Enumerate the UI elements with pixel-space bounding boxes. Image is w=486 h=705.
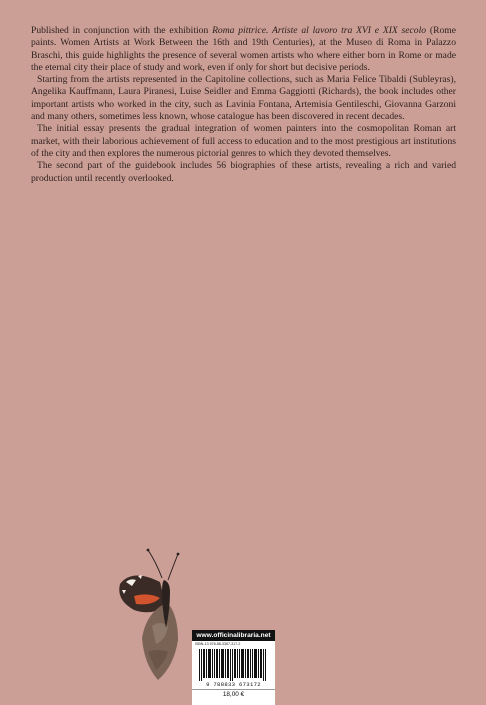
- barcode-number: 9 788833 673172: [206, 681, 261, 688]
- paragraph-1-intro: Published in conjunction with the exhibition: [31, 25, 213, 36]
- paragraph-1: [31, 25, 456, 74]
- paragraph-1-body: (Rome paints. Women Artists at Work Between the 16th and 19th Centuries), at the Museo di Roma in Palazzo Braschi, this guide highlights the presence of several women artists who where either born in Rome or made the eternal city their place of study and work, even if only for short but decisive periods.: [31, 25, 456, 73]
- paragraph-2: Starting from the artists represented in the Capitoline collections, such as Maria Felice Tibaldi (Subleyras), Angelika Kauffmann, Laura Piranesi, Luise Seidler and Emma Gaggiotti (Richards), the book includes other important artists who worked in the city, such as Lavinia Fontana, Artemisia Gentileschi, Giovanna Garzoni and many others, sometimes less known, whose catalogue has been discovered in recent decades.: [31, 74, 456, 123]
- barcode-label: [192, 630, 275, 705]
- isbn-text: ISBN-13 978-88-3367-317-2: [195, 642, 241, 646]
- exhibition-title: Roma pittrice. Artiste al lavoro tra XVI e XIX secolo: [212, 25, 427, 36]
- paragraph-4: The second part of the guidebook includes 56 biographies of these artists, revealing a rich and varied production until recently overlooked.: [31, 160, 456, 184]
- back-cover-text: [31, 25, 456, 185]
- price-label: 18,00 €: [192, 689, 275, 699]
- barcode-graphic: [195, 649, 272, 681]
- paragraph-3: The initial essay presents the gradual integration of women painters into the cosmopolitan Roman art market, with their laborious achievement of full access to education and to the most prestigious art institutions of the city and then explores the numerous pictorial genres to which they devoted themselves.: [31, 123, 456, 159]
- publisher-website: www.officinalibraria.net: [192, 630, 275, 641]
